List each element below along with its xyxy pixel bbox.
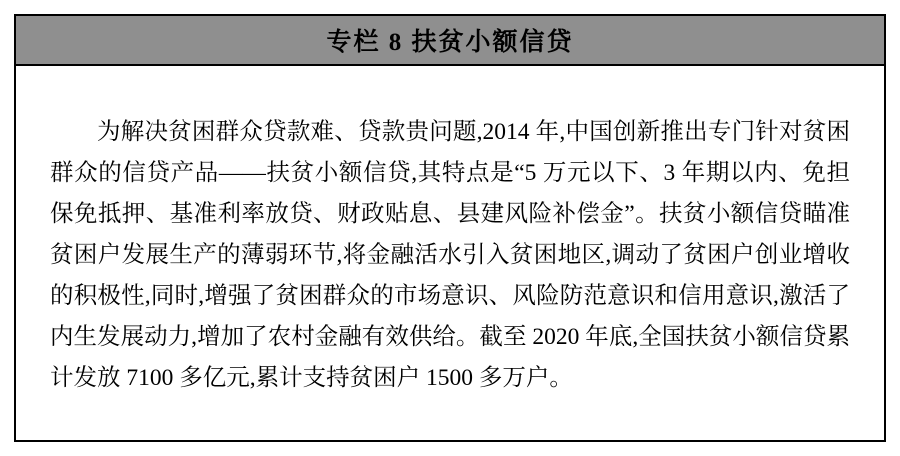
callout-box [14,14,886,442]
callout-box-header [16,16,884,66]
callout-box-body [16,66,884,432]
callout-box-paragraph: 为解决贫困群众贷款难、贷款贵问题,2014 年,中国创新推出专门针对贫困群众的信贷产品——扶贫小额信贷,其特点是“5 万元以下、3 年期以内、免担保免抵押、基准利率放贷、财政贴息、县建风险补偿金”。扶贫小额信贷瞄准贫困户发展生产的薄弱环节,将金融活水引入贫困地区,调动了贫困户创业增收的积极性,同时,增强了贫困群众的市场意识、风险防范意识和信用意识,激活了内生发展动力,增加了农村金融有效供给。截至 2020 年底,全国扶贫小额信贷累计发放 7100 多亿元,累计支持贫困户 1500 多万户。 [50,118,850,391]
callout-box-title: 专栏 8 扶贫小额信贷 [326,29,574,56]
